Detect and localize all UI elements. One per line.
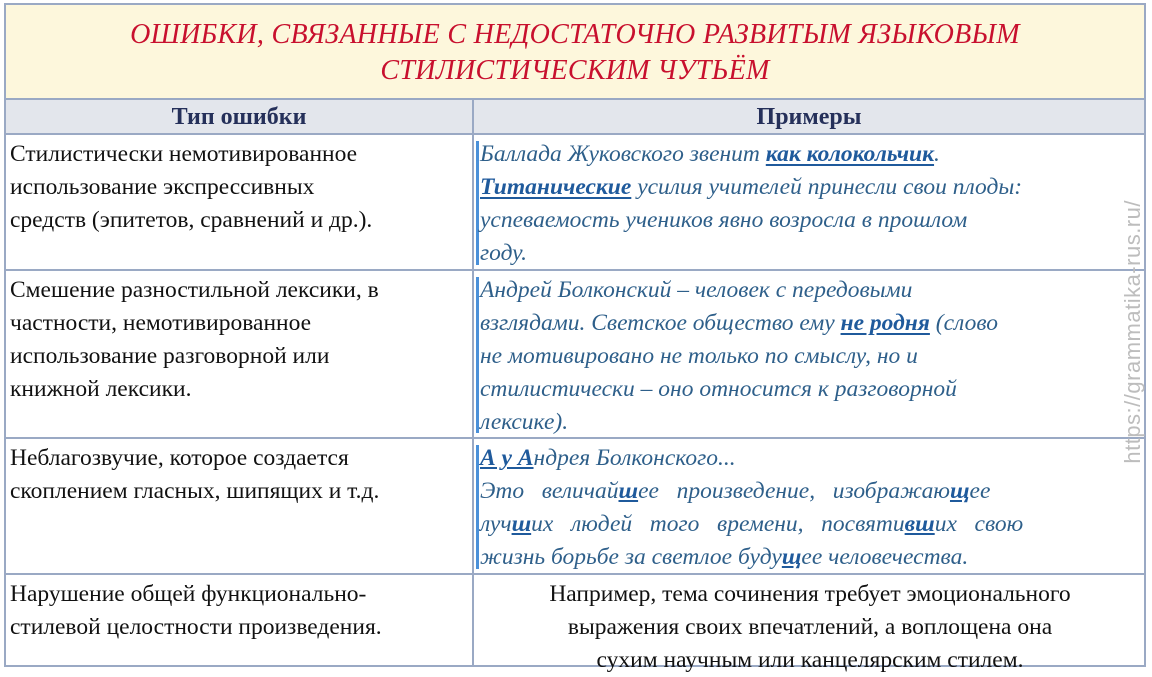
row-3-type xyxy=(6,439,474,573)
highlighted-letters: ш xyxy=(511,511,532,537)
row-1-type-line: средств (эпитетов, сравнений и др.). xyxy=(10,207,373,233)
watermark: https://grammatika-rus.ru/ xyxy=(1120,200,1145,464)
example-text: луч xyxy=(480,511,512,537)
highlighted-letters: щ xyxy=(781,544,802,570)
row-1-type xyxy=(6,135,474,269)
highlighted-phrase: А у А xyxy=(480,445,534,471)
highlighted-phrase: Титанические xyxy=(480,174,632,200)
row-3-examples xyxy=(474,439,1144,573)
row-1-type-line: использование экспрессивных xyxy=(10,174,315,200)
example-text: Баллада Жуковского звенит xyxy=(480,141,766,167)
row-4-examples xyxy=(474,575,1144,673)
example-text: их людей того времени, посвяти xyxy=(531,511,905,537)
column-header-type: Тип ошибки xyxy=(6,100,474,135)
example-text: (слово xyxy=(929,310,998,336)
row-4-type-line: Нарушение общей функционально- xyxy=(10,581,367,607)
row-2-type-line: книжной лексики. xyxy=(10,376,192,402)
row-2-type-line: Смешение разностильной лексики, в xyxy=(10,277,379,303)
highlighted-phrase: не родня xyxy=(840,310,930,336)
example-text: жизнь борьбе за светлое буду xyxy=(480,544,782,570)
row-4-type-line: стилевой целостности произведения. xyxy=(10,614,382,640)
title-line-1: ОШИБКИ, СВЯЗАННЫЕ С НЕДОСТАТОЧНО РАЗВИТЫМ ЯЗЫКОВЫМ xyxy=(130,19,1020,50)
row-4-example-line: сухим научным или канцелярским стилем. xyxy=(596,647,1024,673)
row-3-example-line xyxy=(480,541,1140,574)
row-1-example-line xyxy=(480,138,1140,171)
row-2-type-line: использование разговорной или xyxy=(10,343,330,369)
example-text: ее произведение, изображаю xyxy=(638,478,950,504)
row-2-example-line: стилистически – оно относится к разговорной xyxy=(480,376,957,402)
row-2-examples xyxy=(474,271,1144,437)
example-text: усилия учителей принесли свои плоды: xyxy=(631,174,1023,200)
example-text: ндрея Болконского... xyxy=(533,445,736,471)
row-1-type-line: Стилистически немотивированное xyxy=(10,141,358,167)
row-4-example-line: выражения своих впечатлений, а воплощена она xyxy=(567,614,1053,640)
row-4-example-line: Например, тема сочинения требует эмоционального xyxy=(549,581,1071,607)
highlighted-letters: щ xyxy=(949,478,970,504)
table-title xyxy=(6,5,1144,100)
row-1-example-line xyxy=(480,171,1140,204)
example-text: . xyxy=(934,141,940,167)
row-3-type-line: Неблагозвучие, которое создается xyxy=(10,445,349,471)
row-1-example-line: успеваемость учеников явно возросла в прошлом xyxy=(480,207,968,233)
row-2-example-line: лексике). xyxy=(480,409,569,435)
row-2-example-line xyxy=(480,307,1140,340)
highlighted-letters: вш xyxy=(904,511,935,537)
rules-table xyxy=(4,3,1146,673)
row-3-type-line: скоплением гласных, шипящих и т.д. xyxy=(10,478,380,504)
row-2-type-line: частности, немотивированное xyxy=(10,310,312,336)
row-4-type xyxy=(6,575,474,665)
highlighted-phrase: как колокольчик xyxy=(765,141,935,167)
example-text: Это величай xyxy=(480,478,619,504)
row-3-example-line xyxy=(480,508,1140,541)
example-text: взглядами. Светское общество ему xyxy=(480,310,841,336)
row-3-example-line xyxy=(480,475,1140,508)
highlighted-letters: ш xyxy=(618,478,639,504)
column-header-examples: Примеры xyxy=(474,100,1144,135)
row-1-examples xyxy=(474,135,1144,269)
row-2-type xyxy=(6,271,474,437)
row-2-example-line: не мотивировано не только по смыслу, но и xyxy=(480,343,918,369)
title-line-2: СТИЛИСТИЧЕСКИМ ЧУТЬЁМ xyxy=(380,55,770,86)
example-text: ее человечества. xyxy=(801,544,969,570)
example-text: их свою xyxy=(934,511,1024,537)
row-3-example-line xyxy=(480,442,1140,475)
row-1-example-line: году. xyxy=(480,240,528,266)
example-text: ее xyxy=(969,478,991,504)
row-2-example-line: Андрей Болконский – человек с передовыми xyxy=(480,277,913,303)
